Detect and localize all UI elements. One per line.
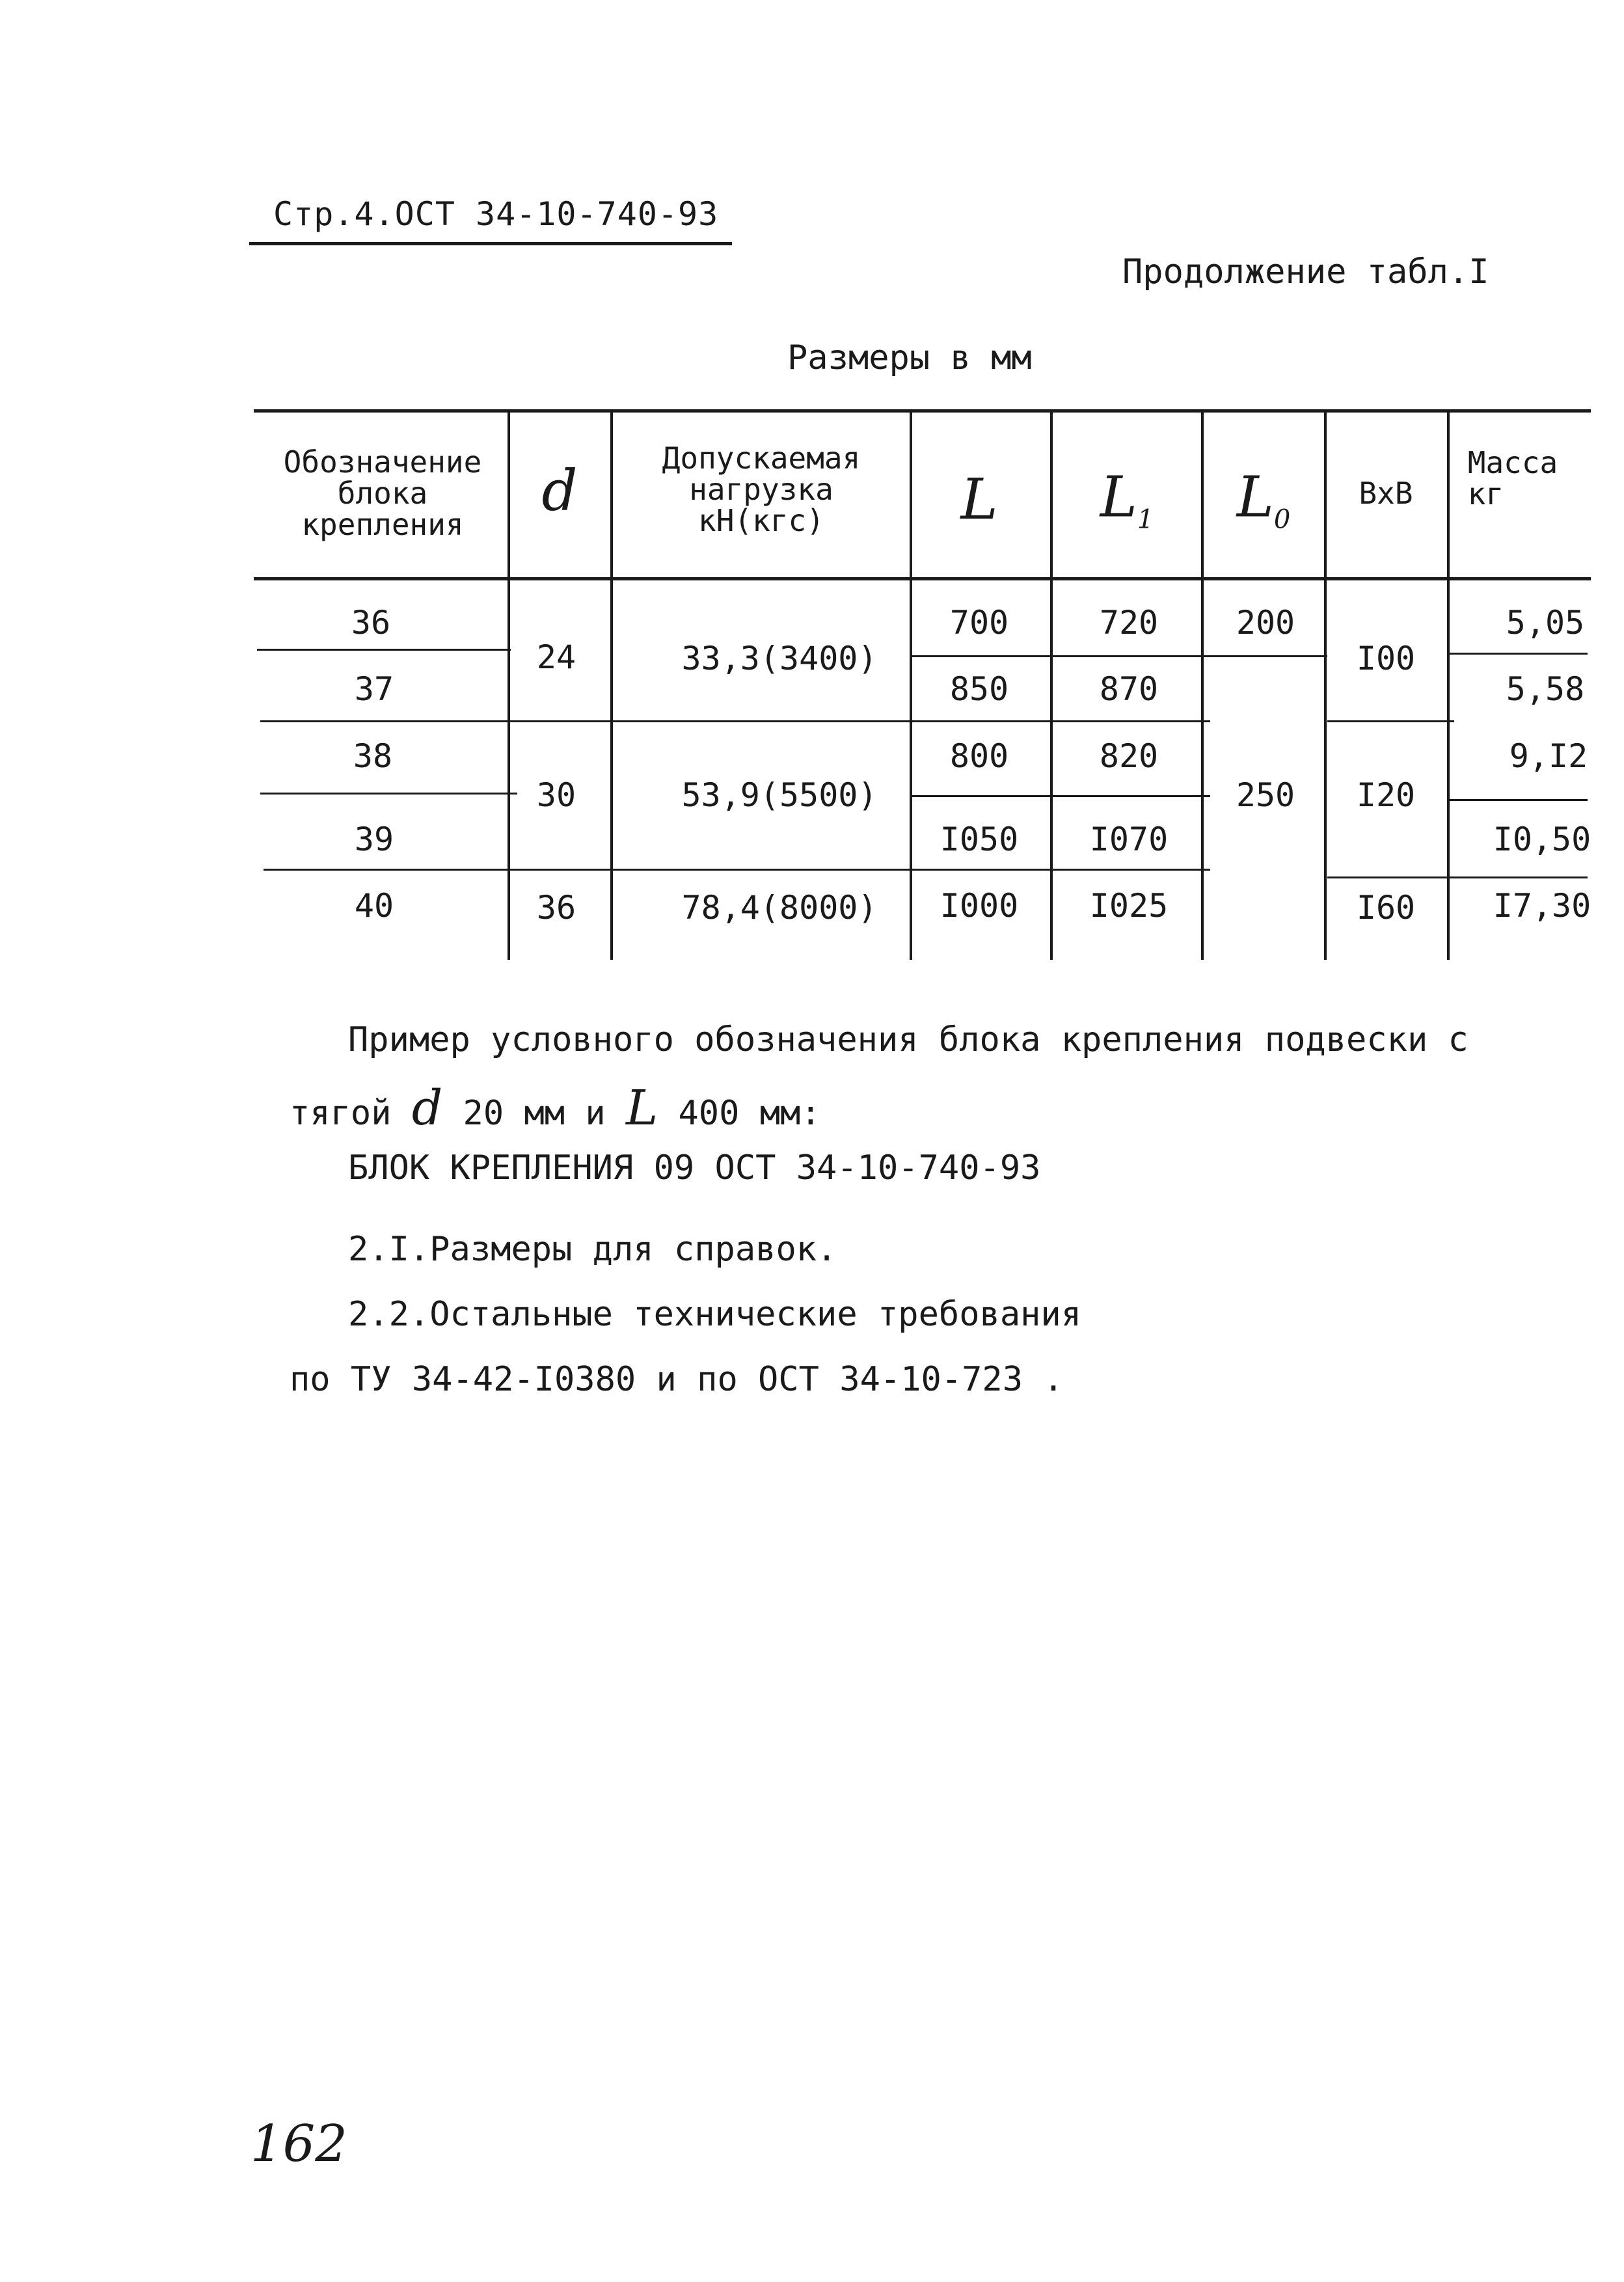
- column-divider: [1201, 411, 1204, 960]
- page-number: 162: [250, 2115, 347, 2173]
- column-divider: [610, 411, 613, 960]
- row-divider: [260, 720, 1210, 722]
- cell-L1: 870: [1099, 670, 1159, 708]
- cell-L1: 820: [1099, 737, 1159, 775]
- cell-mass: 5,05: [1506, 604, 1585, 642]
- cell-designation: 40: [354, 887, 394, 925]
- cell-L0: 250: [1236, 776, 1295, 814]
- column-divider: [1447, 411, 1450, 960]
- cell-L: I000: [940, 887, 1019, 925]
- column-divider: [508, 411, 510, 960]
- table-top-border: [254, 409, 1591, 413]
- cell-load: 53,9(5500): [681, 776, 878, 814]
- note-2-2-line2: по ТУ 34-42-I0380 и по ОСТ 34-10-723 .: [290, 1360, 1064, 1399]
- note-2-1: 2.I.Размеры для справок.: [348, 1230, 837, 1269]
- cell-L0: 200: [1236, 604, 1295, 642]
- column-header-L: L: [960, 467, 998, 532]
- row-divider: [911, 655, 1327, 657]
- column-header-load: Допускаемая нагрузка кН(кгс): [662, 441, 861, 538]
- column-header-mass: Масса кг: [1467, 445, 1558, 511]
- note-2-2-line1: 2.2.Остальные технические требования: [348, 1295, 1082, 1334]
- cell-L1: 720: [1099, 604, 1159, 642]
- row-divider: [1448, 799, 1588, 801]
- cell-designation: 37: [354, 670, 394, 708]
- row-divider: [1327, 720, 1454, 722]
- cell-mass: 5,58: [1506, 670, 1585, 708]
- cell-mass: I7,30: [1493, 887, 1591, 925]
- cell-L1: I070: [1089, 821, 1169, 858]
- row-divider: [911, 795, 1210, 797]
- cell-bxb: I20: [1356, 776, 1416, 814]
- cell-L: 800: [949, 737, 1009, 775]
- cell-L1: I025: [1089, 887, 1169, 925]
- inline-symbol-L: L: [626, 1080, 658, 1136]
- cell-mass: 9,I2: [1509, 737, 1588, 775]
- cell-load: 33,3(3400): [681, 640, 878, 677]
- document-header: Стр.4.ОСТ 34-10-740-93: [273, 195, 719, 233]
- cell-d: 24: [536, 638, 576, 676]
- row-divider: [1448, 653, 1588, 655]
- cell-designation: 38: [353, 737, 393, 775]
- column-header-bxb: BxB: [1359, 476, 1413, 511]
- cell-L: 700: [949, 604, 1009, 642]
- column-header-designation: Обозначение блока крепления: [283, 444, 482, 542]
- column-header-L1: $L_1$: [1100, 465, 1154, 535]
- cell-designation: 36: [351, 604, 391, 642]
- row-divider: [1327, 876, 1588, 878]
- cell-mass: I0,50: [1493, 821, 1591, 858]
- cell-L: 850: [949, 670, 1009, 708]
- example-paragraph-line1: Пример условного обозначения блока крепления подвески с: [348, 1020, 1468, 1059]
- row-divider: [260, 793, 517, 795]
- column-divider: [910, 411, 912, 960]
- row-divider: [264, 869, 1210, 871]
- column-divider: [1050, 411, 1053, 960]
- column-header-L0: $L_0$: [1236, 465, 1291, 535]
- row-divider: [257, 649, 511, 651]
- table-header-border: [254, 577, 1591, 580]
- table-continuation-label: Продолжение табл.I: [1122, 252, 1489, 292]
- cell-d: 30: [536, 776, 576, 814]
- cell-bxb: I00: [1356, 640, 1416, 677]
- cell-designation: 39: [354, 821, 394, 858]
- cell-d: 36: [536, 889, 576, 927]
- cell-load: 78,4(8000): [681, 889, 878, 927]
- units-caption: Размеры в мм: [787, 338, 1032, 377]
- column-header-d: d: [541, 459, 578, 524]
- example-paragraph-line2: тягой d 20 мм и L 400 мм:: [290, 1080, 821, 1136]
- cell-L: I050: [940, 821, 1019, 858]
- column-divider: [1324, 411, 1327, 960]
- inline-symbol-d: d: [411, 1080, 443, 1136]
- cell-bxb: I60: [1356, 889, 1416, 927]
- dimensions-table: [0, 0, 1624, 989]
- example-designation-code: БЛОК КРЕПЛЕНИЯ 09 ОСТ 34-10-740-93: [348, 1148, 1041, 1188]
